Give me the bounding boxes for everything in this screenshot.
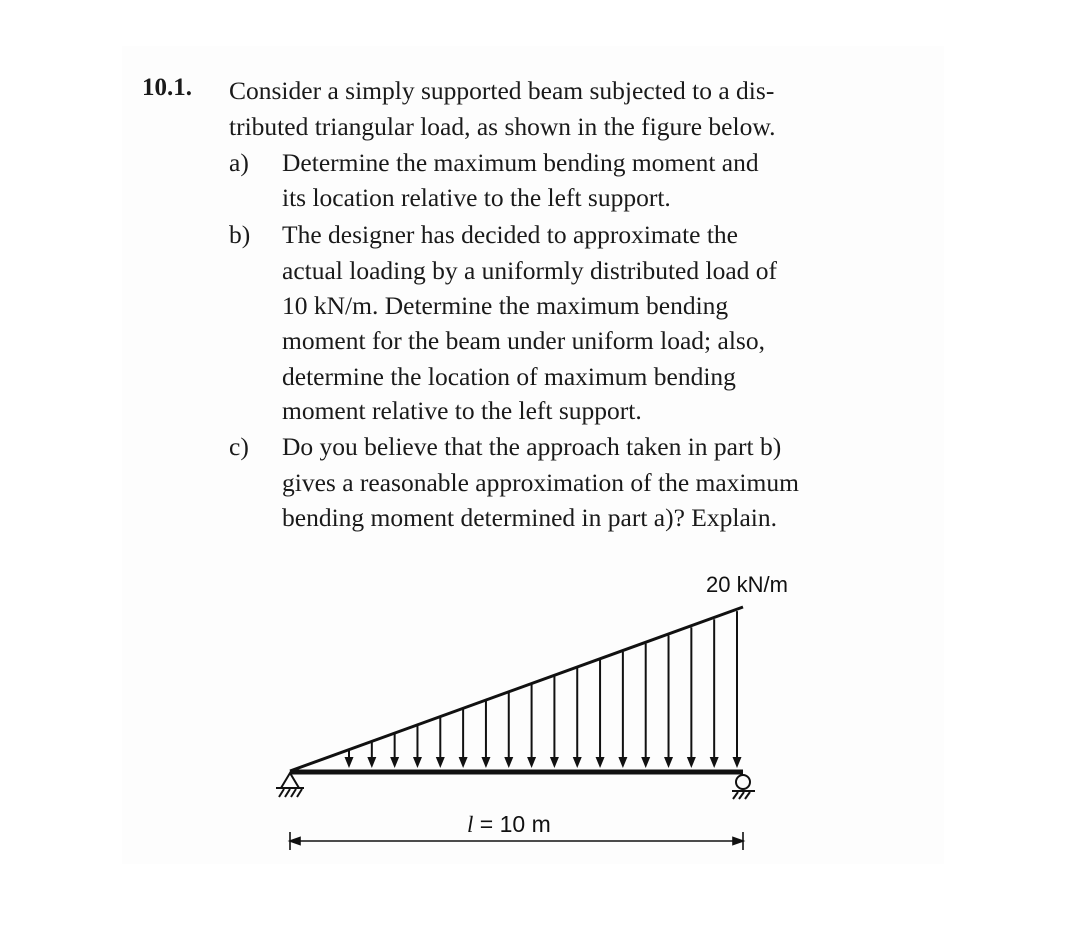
load-intensity-label: 20 kN/m bbox=[706, 572, 788, 597]
part-b-line: determine the location of maximum bending bbox=[282, 362, 736, 391]
part-b-label: b) bbox=[229, 220, 251, 249]
load-arrow bbox=[641, 644, 650, 768]
load-arrow bbox=[527, 684, 536, 768]
part-a-line: Determine the maximum bending moment and bbox=[282, 148, 759, 177]
part-a-label: a) bbox=[229, 148, 249, 177]
load-arrow bbox=[733, 611, 742, 768]
load-arrow bbox=[459, 708, 468, 768]
part-a-line: its location relative to the left support. bbox=[282, 183, 671, 212]
part-b-line: moment relative to the left support. bbox=[282, 396, 642, 425]
span-symbol: l bbox=[467, 812, 474, 837]
part-b-line: actual loading by a uniformly distributed load of bbox=[282, 256, 778, 285]
load-arrow bbox=[390, 733, 399, 768]
load-arrow bbox=[504, 692, 513, 768]
load-arrow bbox=[664, 635, 673, 768]
part-b-line: 10 kN/m. Determine the maximum bending bbox=[282, 291, 729, 320]
load-arrow bbox=[550, 676, 559, 768]
intro-line: Consider a simply supported beam subjected to a dis- bbox=[229, 76, 775, 105]
roller-support bbox=[732, 775, 755, 799]
load-arrow bbox=[436, 717, 445, 768]
intro-line: tributed triangular load, as shown in the figure below. bbox=[229, 112, 776, 141]
problem-number: 10.1. bbox=[142, 74, 192, 101]
load-arrow bbox=[413, 725, 422, 768]
pin-support bbox=[276, 773, 304, 797]
part-c-line: Do you believe that the approach taken in part b) bbox=[282, 432, 782, 461]
load-arrow bbox=[618, 652, 627, 768]
span-label bbox=[467, 811, 551, 837]
load-arrow bbox=[687, 627, 696, 768]
load-arrow bbox=[710, 619, 719, 768]
load-slope-line bbox=[290, 607, 743, 771]
part-b-line: The designer has decided to approximate the bbox=[282, 220, 738, 249]
part-c-label: c) bbox=[229, 432, 249, 461]
part-c-line: gives a reasonable approximation of the maximum bbox=[282, 468, 799, 497]
part-b-line: moment for the beam under uniform load; also, bbox=[282, 326, 765, 355]
load-arrow bbox=[481, 700, 490, 768]
load-arrow bbox=[596, 660, 605, 768]
load-arrow bbox=[367, 741, 376, 768]
span-value: = 10 m bbox=[473, 811, 551, 837]
load-arrow bbox=[573, 668, 582, 768]
part-c-line: bending moment determined in part a)? Explain. bbox=[282, 503, 777, 532]
load-arrows bbox=[345, 611, 742, 768]
